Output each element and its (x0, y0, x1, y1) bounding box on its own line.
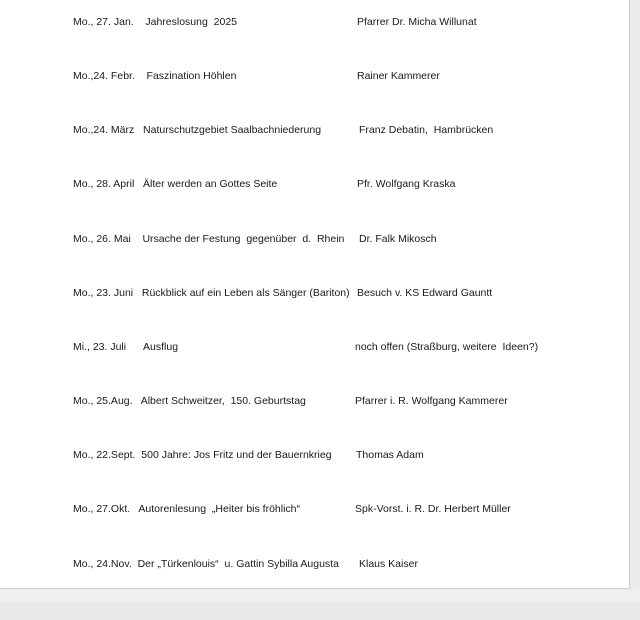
speaker-text: Besuch v. KS Edward Gauntt (357, 287, 493, 299)
event-text: Mo., 24.Nov. Der „Türkenlouis“ u. Gattin Sybilla Augusta (73, 558, 339, 570)
speaker-text: Thomas Adam (356, 449, 424, 461)
event-text: Mo., 28. April Älter werden an Gottes Seite (73, 178, 278, 190)
schedule-row (0, 285, 630, 301)
event-text: Mo., 25.Aug. Albert Schweitzer, 150. Geburtstag (73, 395, 306, 407)
event-text: Mo.,24. Febr. Faszination Höhlen (73, 70, 237, 82)
speaker-text: Rainer Kammerer (357, 70, 440, 82)
speaker-text: Klaus Kaiser (359, 558, 418, 570)
schedule-row (0, 122, 630, 138)
event-text: Mi., 23. Juli Ausflug (73, 341, 179, 353)
speaker-text: Pfarrer i. R. Wolfgang Kammerer (355, 395, 508, 407)
schedule-row (0, 501, 630, 517)
speaker-text: Spk-Vorst. i. R. Dr. Herbert Müller (355, 503, 511, 515)
schedule-row (0, 339, 630, 355)
event-text: Mo., 27. Jan. Jahreslosung 2025 (73, 16, 238, 28)
schedule-row (0, 393, 630, 409)
speaker-text: Franz Debatin, Hambrücken (359, 124, 494, 136)
schedule-row (0, 68, 630, 84)
speaker-text: Pfarrer Dr. Micha Willunat (357, 16, 477, 28)
vertical-scrollbar[interactable] (630, 0, 640, 589)
event-text: Mo., 22.Sept. 500 Jahre: Jos Fritz und der Bauernkrieg (73, 449, 332, 461)
speaker-text: Pfr. Wolfgang Kraska (357, 178, 456, 190)
event-text: Mo., 23. Juni Rückblick auf ein Leben als Sänger (Bariton) (73, 287, 350, 299)
schedule-row (0, 231, 630, 247)
schedule-row (0, 447, 630, 463)
event-text: Mo.,24. März Naturschutzgebiet Saalbachniederung (73, 124, 322, 136)
schedule-row (0, 176, 630, 192)
schedule-row (0, 14, 630, 30)
event-text: Mo., 27.Okt. Autorenlesung „Heiter bis fröhlich“ (73, 503, 301, 515)
horizontal-scrollbar[interactable] (0, 589, 640, 602)
speaker-text: Dr. Falk Mikosch (359, 233, 437, 245)
event-text: Mo., 26. Mai Ursache der Festung gegenüber d. Rhein (73, 233, 345, 245)
speaker-text: noch offen (Straßburg, weitere Ideen?) (355, 341, 539, 353)
schedule-row (0, 556, 630, 572)
